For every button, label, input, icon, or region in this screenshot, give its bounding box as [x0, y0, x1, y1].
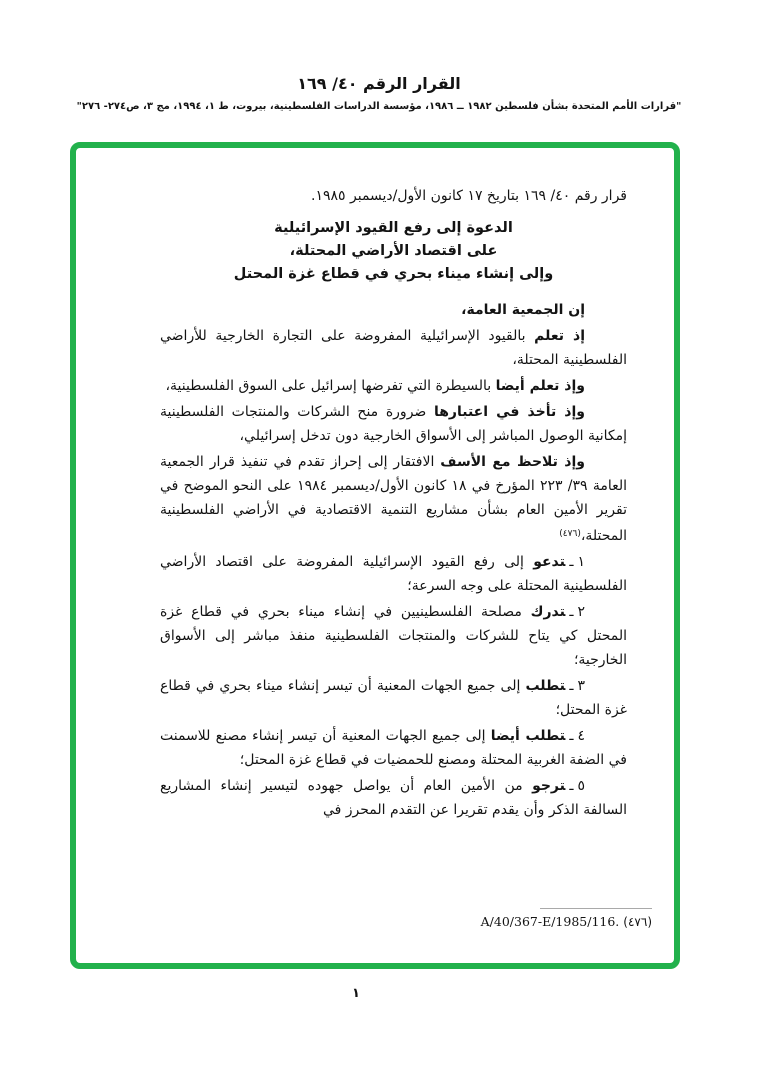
item-number: ٤ — [577, 728, 585, 744]
operative-item — [160, 724, 627, 772]
resolution-title-line: الدعوة إلى رفع القيود الإسرائيلية — [274, 220, 513, 236]
item-number: ٣ — [577, 678, 585, 694]
operative-item — [160, 600, 627, 672]
resolution-title-line: وإلى إنشاء ميناء بحري في قطاع غزة المحتل — [233, 266, 554, 282]
preamble-paragraph — [160, 374, 627, 398]
item-number: ١ — [577, 554, 585, 570]
item-text: مصلحة الفلسطينيين في إنشاء ميناء بحري في قطاع غزة المحتل كي يتاح للشركات والمنتجات الفلسطينية منفذ مباشر إلى الأسواق الخارجية؛ — [160, 604, 627, 668]
item-lead: تدرك — [530, 604, 566, 620]
preamble-paragraph — [160, 450, 627, 548]
item-lead: تدعو — [533, 554, 566, 570]
paragraph-lead: إذ تعلم — [534, 328, 585, 344]
paragraph-text: ضرورة منح الشركات والمنتجات الفلسطينية إمكانية الوصول المباشر إلى الأسواق الخارجية دون تدخل إسرائيلي، — [160, 404, 627, 444]
operative-item — [160, 674, 627, 722]
item-lead: ترجو — [532, 778, 566, 794]
page-title: القرار الرقم ٤٠/ ١٦٩ — [297, 74, 461, 93]
paragraph-lead: إن الجمعية العامة، — [461, 302, 585, 318]
paragraph-text: بالسيطرة التي تفرضها إسرائيل على السوق الفلسطينية، — [165, 378, 496, 394]
operative-item — [160, 774, 627, 822]
paragraph-text: بالقيود الإسرائيلية المفروضة على التجارة الخارجية للأراضي الفلسطينية المحتلة، — [160, 328, 627, 368]
paragraph-lead: وإذ تلاحظ مع الأسف — [440, 454, 585, 470]
preamble-paragraph — [160, 298, 627, 322]
green-frame — [70, 142, 680, 969]
resolution-body — [76, 148, 674, 824]
resolution-title-line: على اقتصاد الأراضي المحتلة، — [289, 243, 498, 259]
page-number: ١ — [352, 986, 360, 1001]
item-lead: تطلب أيضا — [490, 728, 566, 744]
preamble-paragraph — [160, 400, 627, 448]
citation-line: "قرارات الأمم المتحدة بشأن فلسطين ١٩٨٢ ــ ١٩٨٦، مؤسسة الدراسات الفلسطينية، بيروت، ط ١، ١٩٩٤، مج ٣، ص٢٧٤- ٢٧٦" — [76, 101, 682, 112]
footnote-marker: (٤٧٦) — [559, 529, 581, 539]
document-reference — [481, 914, 652, 929]
reference-code: A/40/367-E/1985/116. — [480, 914, 620, 929]
resolution-title — [160, 217, 627, 286]
item-lead: تطلب — [525, 678, 566, 694]
item-separator: ـ — [569, 728, 574, 744]
paragraph-text: الافتقار إلى إحراز تقدم في تنفيذ قرار الجمعية العامة ٣٩/ ٢٢٣ المؤرخ في ١٨ كانون الأول/ديسمبر ١٩٨٤ على النحو الموضح في تقرير الأمين العام بشأن مشاريع التنمية الاقتصادية في الأراضي الفلسطينية المحتلة، — [160, 454, 627, 544]
reference-footnote-number: (٤٧٦) — [623, 915, 652, 929]
item-separator: ـ — [569, 678, 574, 694]
paragraph-lead: وإذ تعلم أيضا — [495, 378, 585, 394]
operative-item — [160, 550, 627, 598]
item-text: إلى جميع الجهات المعنية أن تيسر إنشاء ميناء بحري في قطاع غزة المحتل؛ — [160, 678, 627, 718]
preamble-paragraph — [160, 324, 627, 372]
item-number: ٥ — [577, 778, 585, 794]
item-separator: ـ — [569, 604, 574, 620]
footnote-divider — [540, 908, 652, 909]
item-number: ٢ — [577, 604, 585, 620]
paragraph-lead: وإذ تأخذ في اعتبارها — [433, 404, 585, 420]
item-text: من الأمين العام أن يواصل جهوده لتيسير إنشاء المشاريع السالفة الذكر وأن يقدم تقريرا عن التقدم المحرز في — [160, 778, 627, 818]
item-separator: ـ — [569, 778, 574, 794]
item-separator: ـ — [569, 554, 574, 570]
resolution-heading: قرار رقم ٤٠/ ١٦٩ بتاريخ ١٧ كانون الأول/ديسمبر ١٩٨٥. — [311, 188, 627, 204]
item-text: إلى رفع القيود الإسرائيلية المفروضة على اقتصاد الأراضي الفلسطينية المحتلة على وجه السرعة؛ — [160, 554, 627, 594]
item-text: إلى جميع الجهات المعنية أن تيسر إنشاء مصنع للاسمنت في الضفة الغربية المحتلة ومصنع للحمضيات في قطاع غزة المحتل؛ — [160, 728, 627, 768]
